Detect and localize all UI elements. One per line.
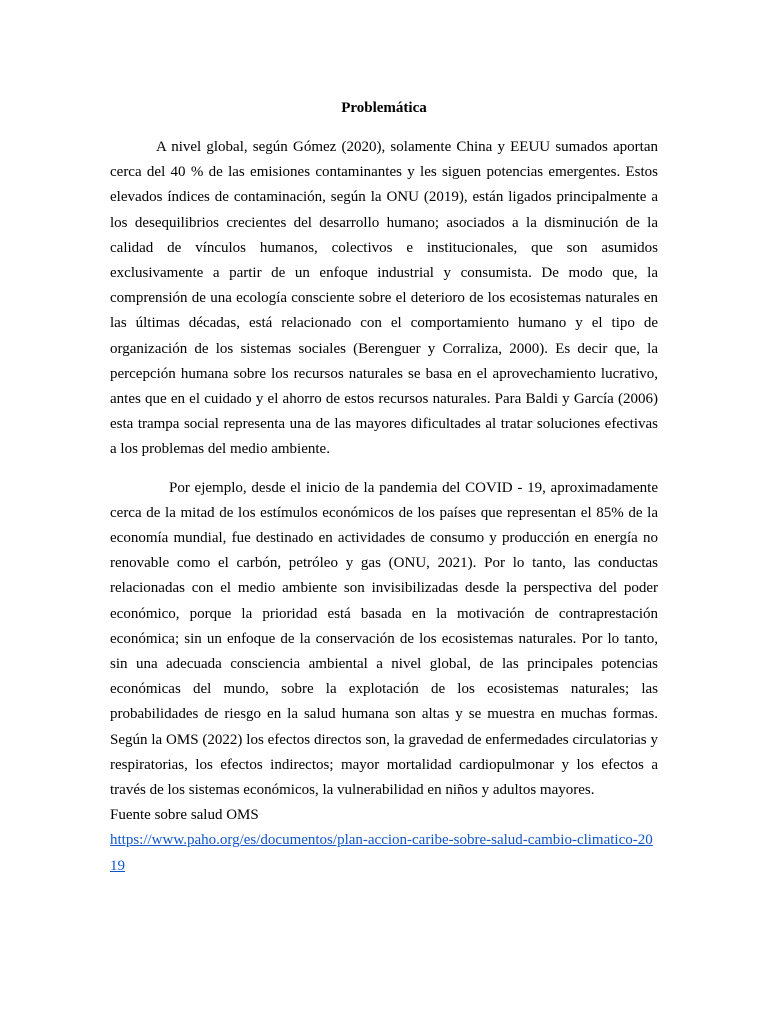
paragraph-1: A nivel global, según Gómez (2020), solamente China y EEUU sumados aportan cerca del 40 % de las emisiones contaminantes y les siguen potencias emergentes. Estos elevados índices de contaminación, según la ONU (2019), están ligados principalmente a los desequilibrios crecientes del desarrollo humano; asociados a la disminución de la calidad de vínculos humanos, colectivos e institucionales, que son asumidos exclusivamente a partir de un enfoque industrial y consumista. De modo que, la comprensión de una ecología consciente sobre el deterioro de los ecosistemas naturales en las últimas décadas, está relacionado con el comportamiento humano y el tipo de organización de los sistemas sociales (Berenguer y Corraliza, 2000). Es decir que, la percepción humana sobre los recursos naturales se basa en el aprovechamiento lucrativo, antes que en el cuidado y el ahorro de estos recursos naturales. Para Baldi y García (2006) esta trampa social representa una de las mayores dificultades al tratar soluciones efectivas a los problemas del medio ambiente. (110, 139, 658, 458)
document-page (110, 96, 658, 879)
document-title: Problemática (341, 100, 427, 116)
source-label: Fuente sobre salud OMS (110, 807, 259, 824)
paragraph-2: Por ejemplo, desde el inicio de la pandemia del COVID - 19, aproximadamente cerca de la mitad de los estímulos económicos de los países que representan el 85% de la economía mundial, fue destinado en actividades de consumo y producción en energía no renovable como el carbón, petróleo y gas (ONU, 2021). Por lo tanto, las conductas relacionadas con el medio ambiente son invisibilizadas desde la perspectiva del poder económico, porque la prioridad está basada en la motivación de contraprestación económica; sin un enfoque de la conservación de los ecosistemas naturales. Por lo tanto, sin una adecuada consciencia ambiental a nivel global, de las principales potencias económicas del mundo, sobre la explotación de los ecosistemas naturales; las probabilidades de riesgo en la salud humana son altas y se muestra en muchas formas. Según la OMS (2022) los efectos directos son, la gravedad de enfermedades circulatorias y respiratorias, los efectos indirectos; mayor mortalidad cardiopulmonar y los efectos a través de los sistemas económicos, la vulnerabilidad en niños y adultos mayores. (110, 479, 658, 799)
source-link[interactable]: https://www.paho.org/es/documentos/plan-accion-caribe-sobre-salud-cambio-climatico-2019 (110, 832, 653, 874)
